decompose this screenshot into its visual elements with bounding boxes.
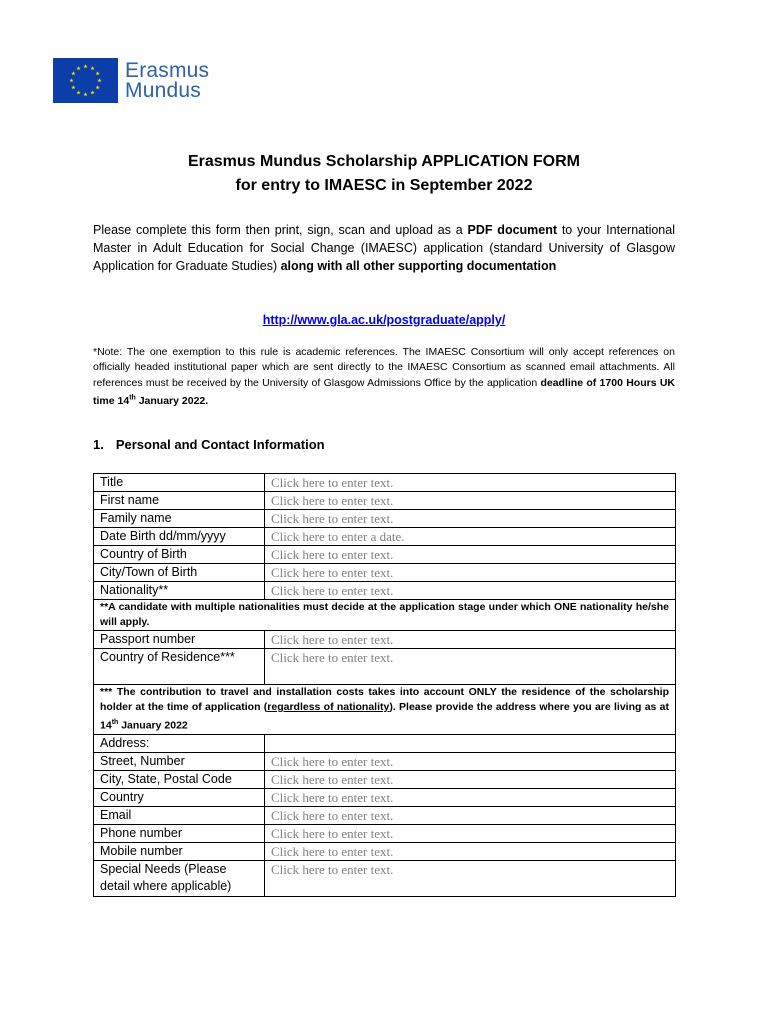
intro-bold-1: PDF document bbox=[467, 223, 558, 237]
field-input[interactable]: Click here to enter text. bbox=[265, 474, 676, 492]
flag-star-icon bbox=[71, 85, 75, 89]
flag-star-icon bbox=[90, 90, 94, 94]
field-input[interactable]: Click here to enter text. bbox=[265, 806, 676, 824]
logo-text bbox=[125, 58, 210, 102]
note-text: *Note: The one exemption to this rule is academic references. The IMAESC Consortium will only accept references on officially headed institutional paper which are sent directly to the IMAESC Consortium as scanned email attachments. All references must be received by the University of Glasgow Admissions Office by the application bbox=[93, 346, 675, 389]
table-row bbox=[94, 806, 676, 824]
note-deadline-end: January 2022. bbox=[135, 395, 209, 408]
intro-bold-2: along with all other supporting documentation bbox=[280, 259, 557, 273]
field-input[interactable]: Click here to enter text. bbox=[265, 649, 676, 685]
residence-note-sup: th bbox=[111, 719, 119, 726]
form-title: Erasmus Mundus Scholarship APPLICATION FORM bbox=[187, 153, 581, 170]
field-input[interactable]: Click here to enter text. bbox=[265, 582, 676, 600]
table-row bbox=[94, 752, 676, 770]
apply-link[interactable]: http://www.gla.ac.uk/postgraduate/apply/ bbox=[262, 313, 506, 327]
field-input[interactable]: Click here to enter text. bbox=[265, 631, 676, 649]
table-row bbox=[94, 564, 676, 582]
section-title: Personal and Contact Information bbox=[115, 437, 325, 452]
field-label: Email bbox=[94, 806, 265, 824]
field-label: Passport number bbox=[94, 631, 265, 649]
field-label: Family name bbox=[94, 510, 265, 528]
residence-note-text-2: ). Please provide the address where you are living as at 14 bbox=[100, 701, 669, 732]
address-label: Address: bbox=[94, 734, 265, 752]
field-input[interactable]: Click here to enter text. bbox=[265, 546, 676, 564]
section-number: 1. bbox=[93, 437, 104, 452]
table-row bbox=[94, 510, 676, 528]
table-row bbox=[94, 600, 676, 631]
field-label: Nationality** bbox=[94, 582, 265, 600]
table-row bbox=[94, 788, 676, 806]
field-input[interactable]: Click here to enter text. bbox=[265, 824, 676, 842]
residence-note-text-3: January 2022 bbox=[118, 719, 188, 732]
nationality-note-text: **A candidate with multiple nationalities must decide at the application stage under which ONE nationality he/she will apply. bbox=[100, 601, 669, 628]
table-row bbox=[94, 734, 676, 752]
field-input[interactable]: Click here to enter text. bbox=[265, 788, 676, 806]
flag-star-icon bbox=[76, 66, 80, 70]
table-row bbox=[94, 649, 676, 685]
field-input[interactable]: Click here to enter text. bbox=[265, 510, 676, 528]
field-input[interactable]: Click here to enter text. bbox=[265, 564, 676, 582]
note-deadline: deadline of 1700 Hours UK time 14 bbox=[93, 376, 675, 408]
field-input[interactable]: Click here to enter a date. bbox=[265, 528, 676, 546]
logo-line1: Erasmus bbox=[125, 58, 210, 82]
table-row bbox=[94, 528, 676, 546]
field-label: Date Birth dd/mm/yyyy bbox=[94, 528, 265, 546]
table-row bbox=[94, 474, 676, 492]
field-label: City/Town of Birth bbox=[94, 564, 265, 582]
field-input[interactable]: Click here to enter text. bbox=[265, 492, 676, 510]
residence-note bbox=[94, 685, 676, 735]
residence-note-underlined: regardless of nationality bbox=[267, 701, 390, 713]
field-label: Special Needs (Please detail where applicable) bbox=[94, 860, 265, 896]
flag-star-icon bbox=[76, 90, 80, 94]
flag-star-icon bbox=[90, 66, 94, 70]
residence-note-text-1: *** The contribution to travel and installation costs takes into account ONLY the residence of the scholarship holder at the time of application ( bbox=[100, 686, 669, 713]
table-row bbox=[94, 492, 676, 510]
table-row bbox=[94, 582, 676, 600]
field-label: Country of Residence*** bbox=[94, 649, 265, 685]
references-note bbox=[93, 345, 675, 410]
nationality-note bbox=[94, 600, 676, 631]
erasmus-mundus-logo bbox=[53, 57, 229, 104]
table-row bbox=[94, 631, 676, 649]
flag-star-icon bbox=[97, 78, 101, 82]
eu-flag-icon bbox=[53, 58, 118, 103]
note-sup: th bbox=[129, 394, 136, 402]
flag-star-icon bbox=[96, 71, 100, 75]
flag-star-icon bbox=[83, 64, 87, 68]
table-row bbox=[94, 824, 676, 842]
logo-line2: Mundus bbox=[125, 78, 201, 102]
address-empty-cell bbox=[265, 734, 676, 752]
section-heading bbox=[93, 437, 337, 452]
intro-text-2: to your International Master in Adult Education for Social Change (IMAESC) application (standard University of Glasgow Application for Graduate Studies) bbox=[93, 223, 675, 273]
flag-star-icon bbox=[96, 85, 100, 89]
personal-info-table bbox=[93, 473, 676, 897]
field-input[interactable]: Click here to enter text. bbox=[265, 770, 676, 788]
field-label: Phone number bbox=[94, 824, 265, 842]
field-label: City, State, Postal Code bbox=[94, 770, 265, 788]
field-input[interactable]: Click here to enter text. bbox=[265, 842, 676, 860]
table-row bbox=[94, 860, 676, 896]
table-row bbox=[94, 685, 676, 735]
table-row bbox=[94, 842, 676, 860]
flag-star-icon bbox=[69, 78, 73, 82]
field-label: Country bbox=[94, 788, 265, 806]
flag-star-icon bbox=[83, 92, 87, 96]
intro-paragraph bbox=[93, 221, 675, 275]
table-row bbox=[94, 770, 676, 788]
field-label: First name bbox=[94, 492, 265, 510]
field-label: Mobile number bbox=[94, 842, 265, 860]
field-label: Street, Number bbox=[94, 752, 265, 770]
field-input[interactable]: Click here to enter text. bbox=[265, 860, 676, 896]
field-label: Country of Birth bbox=[94, 546, 265, 564]
flag-star-icon bbox=[71, 71, 75, 75]
intro-text-1: Please complete this form then print, sign, scan and upload as a bbox=[93, 223, 468, 237]
table-row bbox=[94, 546, 676, 564]
field-input[interactable]: Click here to enter text. bbox=[265, 752, 676, 770]
form-subtitle: for entry to IMAESC in September 2022 bbox=[235, 177, 533, 194]
field-label: Title bbox=[94, 474, 265, 492]
